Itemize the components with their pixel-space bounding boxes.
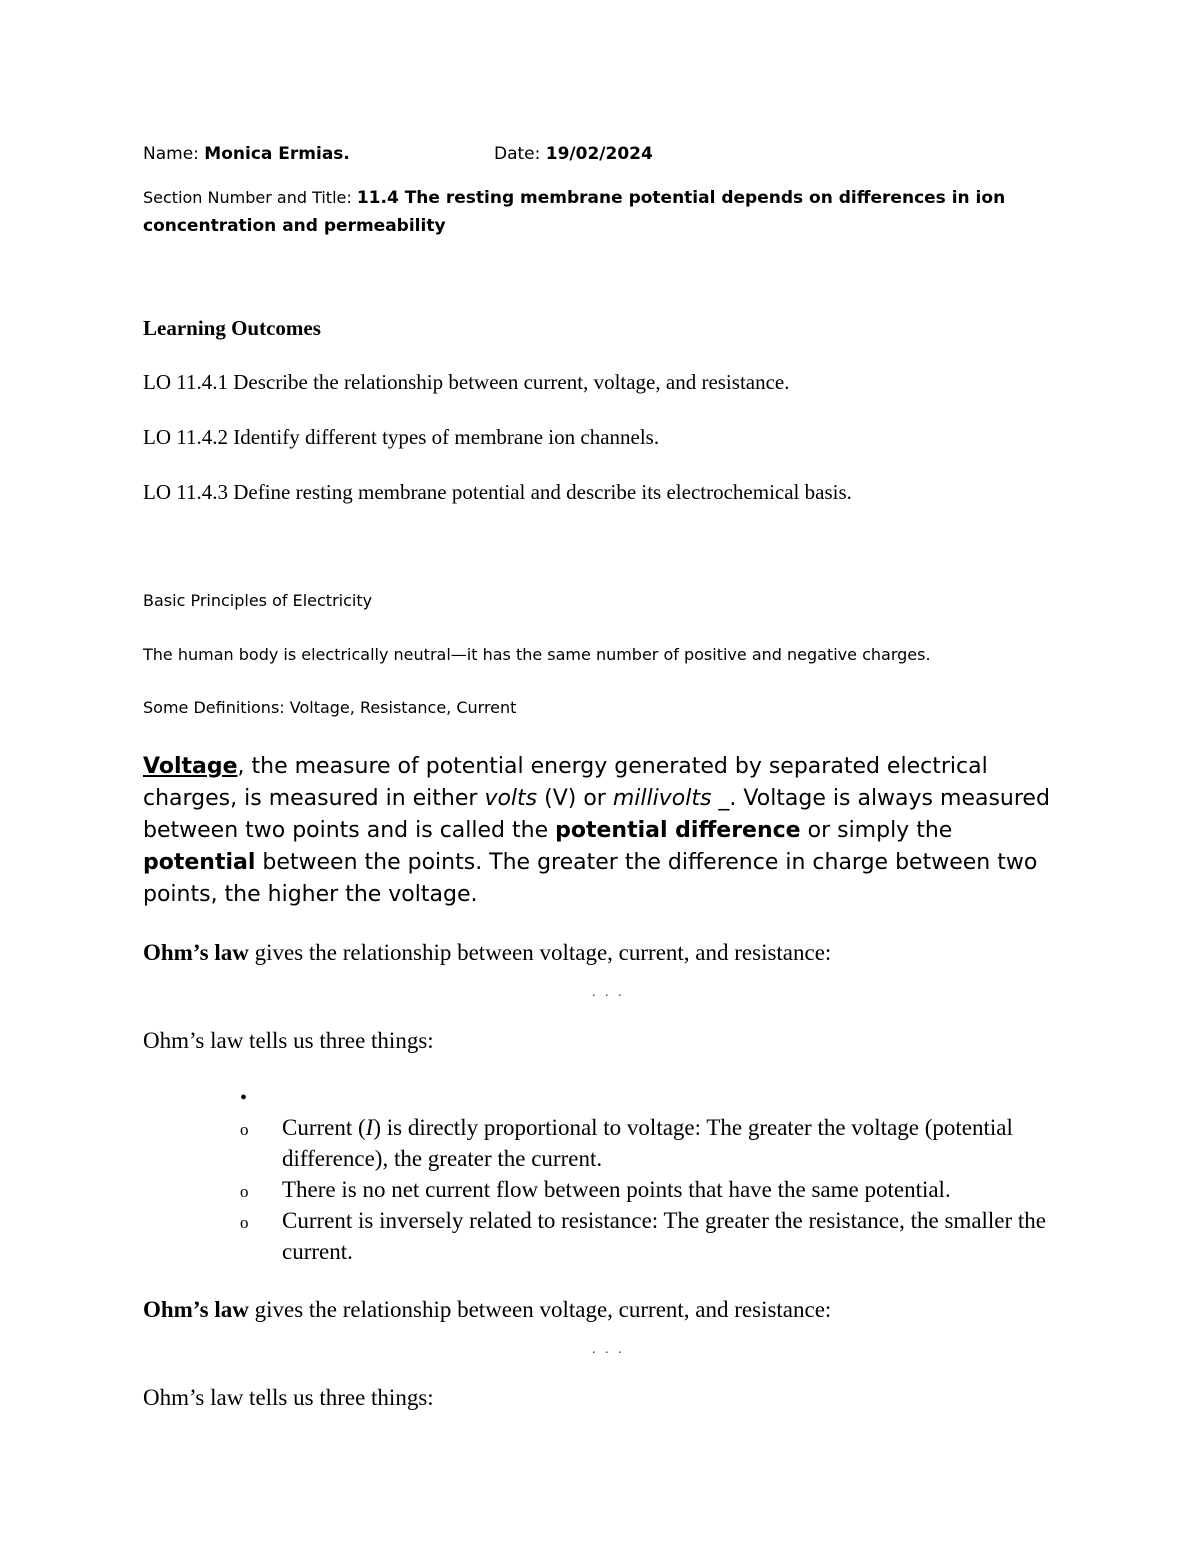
list-item [240,1174,1060,1205]
voltage-text-5: between the points. The greater the difference in charge between two points, the higher the voltage. [143,850,1038,907]
ohms-law-statement-1 [143,940,831,966]
sub-bullet-marker: o [240,1182,249,1201]
bullet-marker: • [240,1087,248,1109]
voltage-paragraph [143,751,1063,911]
date-label: Date: [494,144,546,164]
basics-heading: Basic Principles of Electricity [143,591,373,610]
learning-outcome-3: LO 11.4.3 Define resting membrane potential and describe its electrochemical basis. [143,480,852,504]
definitions-line: Some Definitions: Voltage, Resistance, Current [143,698,517,717]
list-item [240,1205,1060,1267]
item-text: Current is inversely related to resistance: The greater the resistance, the smaller the current. [282,1208,1047,1264]
section-number: 11.4 [356,188,399,208]
ohms-law-term: Ohm’s law [143,1297,249,1322]
ohms-law-sublist [240,1112,1060,1267]
learning-outcome-1: LO 11.4.1 Describe the relationship between current, voltage, and resistance. [143,370,790,394]
voltage-text-2: (V) or [537,786,613,811]
ohms-law-rest: gives the relationship between voltage, current, and resistance: [248,940,832,965]
equation-placeholder-2: . . . [592,1342,625,1357]
current-symbol: I [365,1115,374,1140]
sub-bullet-marker: o [240,1120,249,1139]
volts-term: volts [484,786,538,811]
neutral-statement: The human body is electrically neutral—it has the same number of positive and negative charges. [143,645,931,664]
ohms-law-rest: gives the relationship between voltage, current, and resistance: [248,1297,832,1322]
name-value: Monica Ermias. [204,144,350,164]
date-value: 19/02/2024 [545,144,653,164]
section-title-part1: The resting membrane potential depends on differences in ion [398,188,1006,208]
sub-bullet-marker: o [240,1213,249,1232]
voltage-text-4: or simply the [800,818,953,843]
learning-outcomes-heading: Learning Outcomes [143,316,321,340]
item-text-pre: Current ( [282,1115,366,1140]
item-text: There is no net current flow between points that have the same potential. [282,1177,951,1202]
ohms-law-list [240,1084,1060,1267]
potential-term: potential [143,850,256,875]
ohms-law-tells-2: Ohm’s law tells us three things: [143,1385,434,1410]
ohms-law-statement-2 [143,1297,831,1323]
equation-placeholder-1: . . . [592,985,625,1000]
voltage-text-1: , the measure of potential energy generated by separated electrical charges, is measured in either [143,754,988,811]
empty-bullet [240,1084,1060,1112]
millivolts-term: millivolts [612,786,712,811]
name-line [143,144,350,164]
ohms-law-tells-1: Ohm’s law tells us three things: [143,1028,434,1053]
section-title-part2: concentration and permeability [143,216,446,236]
learning-outcome-2: LO 11.4.2 Identify different types of membrane ion channels. [143,425,660,449]
ohms-law-sublist-container [240,1112,1060,1267]
item-text-post: ) is directly proportional to voltage: The greater the voltage (potential difference), the greater the current. [282,1115,1013,1171]
list-item [240,1112,1060,1174]
section-label: Section Number and Title: [143,188,357,207]
name-label: Name: [143,144,205,164]
date-line [494,144,653,164]
ohms-law-term: Ohm’s law [143,940,249,965]
potential-difference-term: potential difference [555,818,801,843]
voltage-term: Voltage [143,754,238,779]
voltage-text-3: _. Voltage is always measured between two points and is called the [143,786,1050,843]
section-line-1 [143,188,1005,208]
